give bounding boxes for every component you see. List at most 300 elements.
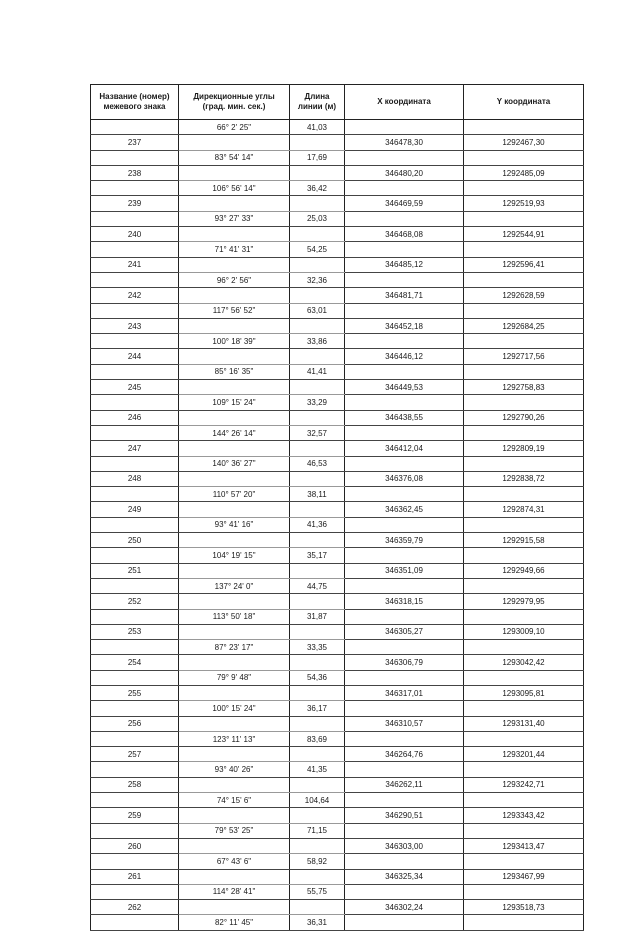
line-segment-row <box>91 120 584 135</box>
line-length-cell: 32,57 <box>290 425 345 440</box>
x-coordinate-cell <box>345 181 464 196</box>
direction-angle-cell: 100° 15' 24" <box>179 701 290 716</box>
mark-name-cell <box>91 517 179 532</box>
boundary-coordinates-table <box>90 84 584 931</box>
x-coordinate-cell: 346290,51 <box>345 808 464 823</box>
boundary-mark-row <box>91 165 584 180</box>
y-coordinate-cell: 1293413,47 <box>464 838 584 853</box>
line-length-cell <box>290 747 345 762</box>
x-coordinate-cell: 346262,11 <box>345 777 464 792</box>
boundary-mark-row <box>91 838 584 853</box>
line-segment-row <box>91 242 584 257</box>
y-coordinate-cell: 1292790,26 <box>464 410 584 425</box>
y-coordinate-cell: 1292758,83 <box>464 380 584 395</box>
direction-angle-cell <box>179 533 290 548</box>
mark-name-cell <box>91 487 179 502</box>
mark-name-cell <box>91 395 179 410</box>
y-coordinate-cell <box>464 793 584 808</box>
header-line-length: Длина линии (м) <box>290 85 345 120</box>
y-coordinate-cell <box>464 120 584 135</box>
y-coordinate-cell <box>464 670 584 685</box>
x-coordinate-cell: 346449,53 <box>345 380 464 395</box>
y-coordinate-cell <box>464 211 584 226</box>
mark-name-cell <box>91 578 179 593</box>
mark-name-cell <box>91 884 179 899</box>
x-coordinate-cell: 346438,55 <box>345 410 464 425</box>
direction-angle-cell <box>179 288 290 303</box>
mark-name-cell <box>91 609 179 624</box>
line-segment-row <box>91 487 584 502</box>
y-coordinate-cell <box>464 548 584 563</box>
line-segment-row <box>91 272 584 287</box>
line-length-cell <box>290 869 345 884</box>
boundary-mark-row <box>91 227 584 242</box>
mark-name-cell <box>91 272 179 287</box>
x-coordinate-cell <box>345 211 464 226</box>
header-y-coordinate: Y координата <box>464 85 584 120</box>
line-length-cell <box>290 257 345 272</box>
x-coordinate-cell <box>345 823 464 838</box>
header-direction-angle: Дирекционные углы (град. мин. сек.) <box>179 85 290 120</box>
line-segment-row <box>91 211 584 226</box>
line-segment-row <box>91 334 584 349</box>
direction-angle-cell <box>179 777 290 792</box>
line-segment-row <box>91 150 584 165</box>
x-coordinate-cell <box>345 364 464 379</box>
direction-angle-cell: 123° 11' 13" <box>179 731 290 746</box>
y-coordinate-cell: 1292485,09 <box>464 165 584 180</box>
direction-angle-cell <box>179 441 290 456</box>
mark-name-cell: 246 <box>91 410 179 425</box>
line-length-cell: 38,11 <box>290 487 345 502</box>
direction-angle-cell: 104° 19' 15" <box>179 548 290 563</box>
mark-name-cell: 255 <box>91 685 179 700</box>
mark-name-cell: 254 <box>91 655 179 670</box>
boundary-mark-row <box>91 808 584 823</box>
direction-angle-cell: 79° 9' 48" <box>179 670 290 685</box>
line-length-cell <box>290 441 345 456</box>
direction-angle-cell: 106° 56' 14" <box>179 181 290 196</box>
direction-angle-cell: 140° 36' 27" <box>179 456 290 471</box>
x-coordinate-cell <box>345 425 464 440</box>
y-coordinate-cell <box>464 303 584 318</box>
mark-name-cell: 252 <box>91 594 179 609</box>
boundary-mark-row <box>91 594 584 609</box>
x-coordinate-cell <box>345 762 464 777</box>
line-segment-row <box>91 456 584 471</box>
direction-angle-cell <box>179 410 290 425</box>
table-header-row <box>91 85 584 120</box>
direction-angle-cell: 93° 41' 16" <box>179 517 290 532</box>
x-coordinate-cell <box>345 670 464 685</box>
x-coordinate-cell <box>345 150 464 165</box>
x-coordinate-cell <box>345 548 464 563</box>
x-coordinate-cell: 346359,79 <box>345 533 464 548</box>
line-length-cell <box>290 624 345 639</box>
mark-name-cell: 238 <box>91 165 179 180</box>
direction-angle-cell <box>179 318 290 333</box>
direction-angle-cell: 74° 15' 6" <box>179 793 290 808</box>
line-length-cell <box>290 349 345 364</box>
boundary-mark-row <box>91 380 584 395</box>
y-coordinate-cell: 1292544,91 <box>464 227 584 242</box>
mark-name-cell: 240 <box>91 227 179 242</box>
y-coordinate-cell: 1293095,81 <box>464 685 584 700</box>
line-length-cell <box>290 471 345 486</box>
x-coordinate-cell <box>345 854 464 869</box>
direction-angle-cell: 85° 16' 35" <box>179 364 290 379</box>
line-segment-row <box>91 640 584 655</box>
direction-angle-cell <box>179 165 290 180</box>
boundary-mark-row <box>91 471 584 486</box>
line-length-cell <box>290 685 345 700</box>
line-length-cell <box>290 502 345 517</box>
mark-name-cell <box>91 456 179 471</box>
mark-name-cell <box>91 701 179 716</box>
boundary-mark-row <box>91 441 584 456</box>
line-segment-row <box>91 701 584 716</box>
direction-angle-cell <box>179 685 290 700</box>
direction-angle-cell: 137° 24' 0" <box>179 578 290 593</box>
x-coordinate-cell: 346469,59 <box>345 196 464 211</box>
x-coordinate-cell <box>345 884 464 899</box>
direction-angle-cell: 100° 18' 39" <box>179 334 290 349</box>
line-segment-row <box>91 731 584 746</box>
direction-angle-cell: 96° 2' 56" <box>179 272 290 287</box>
y-coordinate-cell: 1293242,71 <box>464 777 584 792</box>
direction-angle-cell: 114° 28' 41" <box>179 884 290 899</box>
mark-name-cell: 239 <box>91 196 179 211</box>
line-segment-row <box>91 517 584 532</box>
line-segment-row <box>91 303 584 318</box>
x-coordinate-cell: 346325,34 <box>345 869 464 884</box>
mark-name-cell <box>91 548 179 563</box>
boundary-mark-row <box>91 533 584 548</box>
line-length-cell: 35,17 <box>290 548 345 563</box>
direction-angle-cell: 117° 56' 52" <box>179 303 290 318</box>
mark-name-cell: 241 <box>91 257 179 272</box>
line-length-cell: 41,03 <box>290 120 345 135</box>
line-length-cell: 31,87 <box>290 609 345 624</box>
line-length-cell: 41,36 <box>290 517 345 532</box>
direction-angle-cell <box>179 869 290 884</box>
x-coordinate-cell: 346305,27 <box>345 624 464 639</box>
line-length-cell <box>290 196 345 211</box>
direction-angle-cell <box>179 227 290 242</box>
direction-angle-cell <box>179 808 290 823</box>
y-coordinate-cell <box>464 364 584 379</box>
y-coordinate-cell <box>464 272 584 287</box>
mark-name-cell <box>91 425 179 440</box>
y-coordinate-cell: 1292838,72 <box>464 471 584 486</box>
line-segment-row <box>91 823 584 838</box>
y-coordinate-cell <box>464 517 584 532</box>
y-coordinate-cell <box>464 242 584 257</box>
boundary-mark-row <box>91 288 584 303</box>
line-length-cell <box>290 227 345 242</box>
line-length-cell <box>290 900 345 915</box>
x-coordinate-cell: 346480,20 <box>345 165 464 180</box>
direction-angle-cell <box>179 563 290 578</box>
mark-name-cell: 247 <box>91 441 179 456</box>
x-coordinate-cell: 346481,71 <box>345 288 464 303</box>
direction-angle-cell: 71° 41' 31" <box>179 242 290 257</box>
boundary-mark-row <box>91 196 584 211</box>
mark-name-cell: 262 <box>91 900 179 915</box>
mark-name-cell <box>91 364 179 379</box>
y-coordinate-cell <box>464 731 584 746</box>
mark-name-cell: 257 <box>91 747 179 762</box>
boundary-mark-row <box>91 655 584 670</box>
y-coordinate-cell: 1293467,99 <box>464 869 584 884</box>
mark-name-cell <box>91 640 179 655</box>
y-coordinate-cell <box>464 425 584 440</box>
mark-name-cell <box>91 120 179 135</box>
line-length-cell <box>290 135 345 150</box>
x-coordinate-cell <box>345 915 464 930</box>
direction-angle-cell <box>179 747 290 762</box>
x-coordinate-cell: 346310,57 <box>345 716 464 731</box>
line-length-cell: 104,64 <box>290 793 345 808</box>
mark-name-cell: 260 <box>91 838 179 853</box>
line-length-cell: 46,53 <box>290 456 345 471</box>
direction-angle-cell: 82° 11' 45" <box>179 915 290 930</box>
mark-name-cell <box>91 242 179 257</box>
line-segment-row <box>91 609 584 624</box>
line-length-cell: 33,86 <box>290 334 345 349</box>
direction-angle-cell <box>179 135 290 150</box>
direction-angle-cell <box>179 900 290 915</box>
mark-name-cell: 244 <box>91 349 179 364</box>
line-segment-row <box>91 548 584 563</box>
mark-name-cell: 248 <box>91 471 179 486</box>
mark-name-cell: 251 <box>91 563 179 578</box>
direction-angle-cell <box>179 716 290 731</box>
line-length-cell <box>290 716 345 731</box>
line-length-cell: 63,01 <box>290 303 345 318</box>
x-coordinate-cell: 346306,79 <box>345 655 464 670</box>
line-length-cell: 44,75 <box>290 578 345 593</box>
x-coordinate-cell <box>345 334 464 349</box>
line-length-cell <box>290 655 345 670</box>
direction-angle-cell <box>179 196 290 211</box>
line-length-cell: 41,41 <box>290 364 345 379</box>
y-coordinate-cell <box>464 823 584 838</box>
y-coordinate-cell: 1292684,25 <box>464 318 584 333</box>
y-coordinate-cell: 1292979,95 <box>464 594 584 609</box>
line-segment-row <box>91 884 584 899</box>
y-coordinate-cell: 1293131,40 <box>464 716 584 731</box>
boundary-mark-row <box>91 410 584 425</box>
mark-name-cell: 250 <box>91 533 179 548</box>
line-length-cell <box>290 594 345 609</box>
y-coordinate-cell <box>464 181 584 196</box>
table-body <box>91 120 584 931</box>
y-coordinate-cell <box>464 640 584 655</box>
x-coordinate-cell: 346452,18 <box>345 318 464 333</box>
line-length-cell <box>290 380 345 395</box>
x-coordinate-cell: 346317,01 <box>345 685 464 700</box>
y-coordinate-cell: 1292874,31 <box>464 502 584 517</box>
line-length-cell: 36,17 <box>290 701 345 716</box>
y-coordinate-cell <box>464 762 584 777</box>
direction-angle-cell <box>179 838 290 853</box>
x-coordinate-cell <box>345 395 464 410</box>
boundary-mark-row <box>91 563 584 578</box>
line-segment-row <box>91 395 584 410</box>
line-length-cell <box>290 533 345 548</box>
line-segment-row <box>91 793 584 808</box>
mark-name-cell: 258 <box>91 777 179 792</box>
y-coordinate-cell <box>464 487 584 502</box>
mark-name-cell <box>91 823 179 838</box>
line-length-cell: 36,31 <box>290 915 345 930</box>
direction-angle-cell <box>179 502 290 517</box>
y-coordinate-cell <box>464 609 584 624</box>
x-coordinate-cell: 346362,45 <box>345 502 464 517</box>
boundary-mark-row <box>91 135 584 150</box>
line-length-cell: 33,35 <box>290 640 345 655</box>
x-coordinate-cell <box>345 731 464 746</box>
line-segment-row <box>91 915 584 930</box>
boundary-mark-row <box>91 777 584 792</box>
direction-angle-cell: 110° 57' 20" <box>179 487 290 502</box>
x-coordinate-cell <box>345 120 464 135</box>
direction-angle-cell <box>179 655 290 670</box>
y-coordinate-cell <box>464 915 584 930</box>
direction-angle-cell: 83° 54' 14" <box>179 150 290 165</box>
line-length-cell: 41,35 <box>290 762 345 777</box>
mark-name-cell <box>91 915 179 930</box>
mark-name-cell: 261 <box>91 869 179 884</box>
direction-angle-cell <box>179 594 290 609</box>
x-coordinate-cell <box>345 272 464 287</box>
line-length-cell <box>290 318 345 333</box>
y-coordinate-cell: 1293201,44 <box>464 747 584 762</box>
y-coordinate-cell: 1292915,58 <box>464 533 584 548</box>
y-coordinate-cell: 1293009,10 <box>464 624 584 639</box>
mark-name-cell: 245 <box>91 380 179 395</box>
line-length-cell: 71,15 <box>290 823 345 838</box>
line-length-cell: 25,03 <box>290 211 345 226</box>
boundary-mark-row <box>91 869 584 884</box>
mark-name-cell: 242 <box>91 288 179 303</box>
x-coordinate-cell <box>345 303 464 318</box>
direction-angle-cell: 87° 23' 17" <box>179 640 290 655</box>
boundary-mark-row <box>91 747 584 762</box>
direction-angle-cell: 113° 50' 18" <box>179 609 290 624</box>
y-coordinate-cell <box>464 578 584 593</box>
direction-angle-cell <box>179 380 290 395</box>
mark-name-cell: 256 <box>91 716 179 731</box>
mark-name-cell <box>91 670 179 685</box>
x-coordinate-cell <box>345 640 464 655</box>
x-coordinate-cell <box>345 242 464 257</box>
direction-angle-cell: 79° 53' 25" <box>179 823 290 838</box>
x-coordinate-cell: 346485,12 <box>345 257 464 272</box>
mark-name-cell <box>91 211 179 226</box>
mark-name-cell <box>91 181 179 196</box>
mark-name-cell: 249 <box>91 502 179 517</box>
line-length-cell <box>290 838 345 853</box>
x-coordinate-cell: 346351,09 <box>345 563 464 578</box>
y-coordinate-cell: 1293042,42 <box>464 655 584 670</box>
line-length-cell <box>290 563 345 578</box>
x-coordinate-cell <box>345 793 464 808</box>
line-length-cell <box>290 288 345 303</box>
boundary-mark-row <box>91 624 584 639</box>
boundary-mark-row <box>91 502 584 517</box>
y-coordinate-cell <box>464 701 584 716</box>
x-coordinate-cell <box>345 487 464 502</box>
mark-name-cell <box>91 334 179 349</box>
x-coordinate-cell <box>345 456 464 471</box>
direction-angle-cell <box>179 349 290 364</box>
line-segment-row <box>91 425 584 440</box>
x-coordinate-cell: 346446,12 <box>345 349 464 364</box>
mark-name-cell: 237 <box>91 135 179 150</box>
boundary-mark-row <box>91 257 584 272</box>
header-mark-name: Название (номер) межевого знака <box>91 85 179 120</box>
line-length-cell: 54,36 <box>290 670 345 685</box>
line-length-cell <box>290 808 345 823</box>
direction-angle-cell: 144° 26' 14" <box>179 425 290 440</box>
y-coordinate-cell <box>464 334 584 349</box>
line-length-cell: 83,69 <box>290 731 345 746</box>
direction-angle-cell <box>179 257 290 272</box>
direction-angle-cell: 93° 27' 33" <box>179 211 290 226</box>
y-coordinate-cell: 1292596,41 <box>464 257 584 272</box>
line-length-cell <box>290 410 345 425</box>
y-coordinate-cell: 1292467,30 <box>464 135 584 150</box>
boundary-mark-row <box>91 318 584 333</box>
y-coordinate-cell: 1292519,93 <box>464 196 584 211</box>
mark-name-cell <box>91 793 179 808</box>
y-coordinate-cell <box>464 395 584 410</box>
mark-name-cell <box>91 854 179 869</box>
line-segment-row <box>91 578 584 593</box>
line-length-cell <box>290 165 345 180</box>
x-coordinate-cell: 346302,24 <box>345 900 464 915</box>
line-length-cell: 54,25 <box>290 242 345 257</box>
y-coordinate-cell: 1293343,42 <box>464 808 584 823</box>
x-coordinate-cell: 346376,08 <box>345 471 464 486</box>
direction-angle-cell: 109° 15' 24" <box>179 395 290 410</box>
mark-name-cell: 243 <box>91 318 179 333</box>
boundary-mark-row <box>91 716 584 731</box>
line-length-cell <box>290 777 345 792</box>
line-length-cell: 58,92 <box>290 854 345 869</box>
x-coordinate-cell: 346468,08 <box>345 227 464 242</box>
boundary-mark-row <box>91 900 584 915</box>
direction-angle-cell: 67° 43' 6" <box>179 854 290 869</box>
line-length-cell: 32,36 <box>290 272 345 287</box>
y-coordinate-cell <box>464 150 584 165</box>
boundary-mark-row <box>91 349 584 364</box>
x-coordinate-cell <box>345 609 464 624</box>
line-length-cell: 17,69 <box>290 150 345 165</box>
mark-name-cell <box>91 150 179 165</box>
direction-angle-cell <box>179 471 290 486</box>
header-x-coordinate: X координата <box>345 85 464 120</box>
x-coordinate-cell: 346303,00 <box>345 838 464 853</box>
y-coordinate-cell: 1292717,56 <box>464 349 584 364</box>
line-length-cell: 36,42 <box>290 181 345 196</box>
boundary-mark-row <box>91 685 584 700</box>
mark-name-cell: 259 <box>91 808 179 823</box>
x-coordinate-cell: 346478,30 <box>345 135 464 150</box>
mark-name-cell <box>91 303 179 318</box>
